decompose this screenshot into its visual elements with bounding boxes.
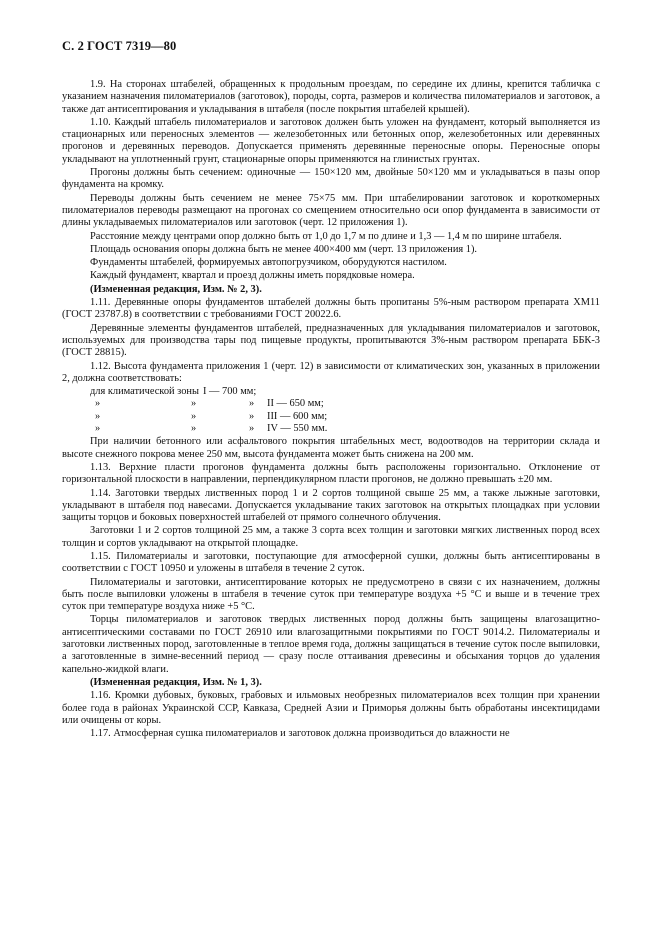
paragraph-1-11: 1.11. Деревянные опоры фундаментов штабелей должны быть пропитаны 5%-ным раствором препарата ХМ11 (ГОСТ 23787.8) в соответствии с требованиями ГОСТ 20022.6. [62,297,600,321]
paragraph-perevody: Переводы должны быть сечением не менее 75×75 мм. При штабелировании заготовок и короткомерных пиломатериалов переводы размещают на прогонах со смещением относительно оси опор фундамента в зависимости от длины укладываемых пиломатериалов или заготовок (черт. 12 приложения 1). [62,192,600,229]
paragraph-1-16: 1.16. Кромки дубовых, буковых, грабовых и ильмовых необрезных пиломатериалов всех толщин при хранении более года в районах Украинской ССР, Кавказа, Средней Азии и Приморья должны быть обработаны инсектицидами или очищены от коры. [62,690,600,726]
paragraph-prогоны: Прогоны должны быть сечением: одиночные — 150×120 мм, двойные 50×120 мм и укладываться в пазы опор фундамента на кромку. [62,167,600,191]
ditto-mark: » [95,410,101,422]
paragraph-1-12: 1.12. Высота фундамента приложения 1 (черт. 12) в зависимости от климатических зон, указанных в приложении 2, должна соответствовать: [62,360,600,384]
ditto-mark: » [191,398,197,410]
ditto-mark: » [249,410,255,422]
paragraph-1-13: 1.13. Верхние пласти прогонов фундамента должны быть расположены горизонтально. Отклонение от горизонтальной плоскости в направлении, перпендикулярном пласти прогонов, не должно превышать ±20 мм. [62,461,600,486]
paragraph-antiseptirovanie: Пиломатериалы и заготовки, антисептирование которых не предусмотрено в связи с их назначением, должны быть после выпиловки уложены в штабеля в течение суток при температуре воздуха +5 °С и выше и в течение трех суток при температуре воздуха ниже +5 °С. [62,576,600,613]
amendment-note-2: (Измененная редакция, Изм. № 1, 3). [90,676,262,688]
paragraph-1-9: 1.9. На сторонах штабелей, обращенных к продольным проездам, по середине их длины, крепится табличка с указанием назначения пиломатериалов (заготовок), породы, сорта, размеров и количества пиломатериалов и заготовок, а также дат антисептирования и укладывания в штабеля (после покрытия штабелей крышей). [62,79,600,115]
climate-row [62,423,600,435]
paragraph-ploshchad: Площадь основания опоры должна быть не менее 400×400 мм (черт. 13 приложения 1). [90,243,478,255]
climate-row-value: III — 600 мм; [267,410,328,422]
climate-row-value: II — 650 мм; [267,398,324,410]
paragraph-1-14: 1.14. Заготовки твердых лиственных пород 1 и 2 сортов толщиной свыше 25 мм, а также лыжные заготовки, укладывают в штабеля под навесами. Допускается укладывание таких заготовок на открытых площадках при условии защиты торцов и боковых поверхностей штабелей от прямого солнечного облучения. [62,487,600,524]
ditto-mark: » [95,398,101,410]
climate-row [62,411,600,423]
paragraph-1-10: 1.10. Каждый штабель пиломатериалов и заготовок должен быть уложен на фундамент, который выполняется из стационарных или переносных элементов — железобетонных или бетонных опор, железобетонных или деревянных прогонов и деревянных переводов. Допускается применять деревянные переносные опоры. Переносные опоры укладывают на уплотненный грунт, стационарные опоры применяются на глинистых грунтах. [62,116,600,165]
ditto-mark: » [191,423,197,435]
paragraph-fundamenty: Фундаменты штабелей, формируемых автопогрузчиком, оборудуются настилом. [90,257,447,269]
paragraph-derevyannye-elementy: Деревянные элементы фундаментов штабелей, предназначенных для укладывания пиломатериалов и заготовок, используемых для производства тары под пищевые продукты, пропитываются 3%-ным раствором препарата ББК-3 (ГОСТ 28815). [62,322,600,359]
climate-row [62,386,600,398]
paragraph-pokrytie: При наличии бетонного или асфальтового покрытия штабельных мест, водоотводов на территории склада и высоте снежного покрова менее 250 мм, высота фундамента может быть снижена на 200 мм. [62,436,600,460]
document-body [62,79,600,741]
paragraph-tortsy: Торцы пиломатериалов и заготовок твердых лиственных пород должны быть защищены влагозащитно-антисептическими составами по ГОСТ 26910 или влагозащитными покрытиями по ГОСТ 9014.2. Пиломатериалы и заготовки лиственных пород, заготовленные в теплое время года, должны защищаться в течение суток после выпиловки, а заготовленные в зимне-весенний период — сразу после оттаивания древесины и обсыхания торцов до удаления капельно-жидкой влаги. [62,614,600,675]
paragraph-zagotovki: Заготовки 1 и 2 сортов толщиной 25 мм, а также 3 сорта всех толщин и заготовки мягких лиственных пород всех толщин и сортов укладывают на открытой площадке. [62,525,600,549]
amendment-note-1: (Измененная редакция, Изм. № 2, 3). [90,283,262,295]
ditto-mark: » [191,410,197,422]
paragraph-rasstoyanie: Расстояние между центрами опор должно быть от 1,0 до 1,7 м по длине и 1,3 — 1,4 м по ширине штабеля. [90,230,562,242]
climate-row-label: для климатической зоны [90,386,199,398]
paragraph-1-15: 1.15. Пиломатериалы и заготовки, поступающие для атмосферной сушки, должны быть антисептированы в соответствии с ГОСТ 10950 и уложены в штабеля в течение 2 суток. [62,550,600,575]
climate-row [62,398,600,410]
ditto-mark: » [249,423,255,435]
climate-zone-table [62,386,600,435]
paragraph-1-17: 1.17. Атмосферная сушка пиломатериалов и заготовок должна производиться до влажности не [90,728,510,740]
ditto-mark: » [95,423,101,435]
climate-row-value: I — 700 мм; [202,386,257,398]
ditto-mark: » [249,398,255,410]
page-header: С. 2 ГОСТ 7319—80 [62,39,177,53]
climate-row-value: IV — 550 мм. [267,423,328,435]
paragraph-nomera: Каждый фундамент, квартал и проезд должны иметь порядковые номера. [90,270,415,282]
